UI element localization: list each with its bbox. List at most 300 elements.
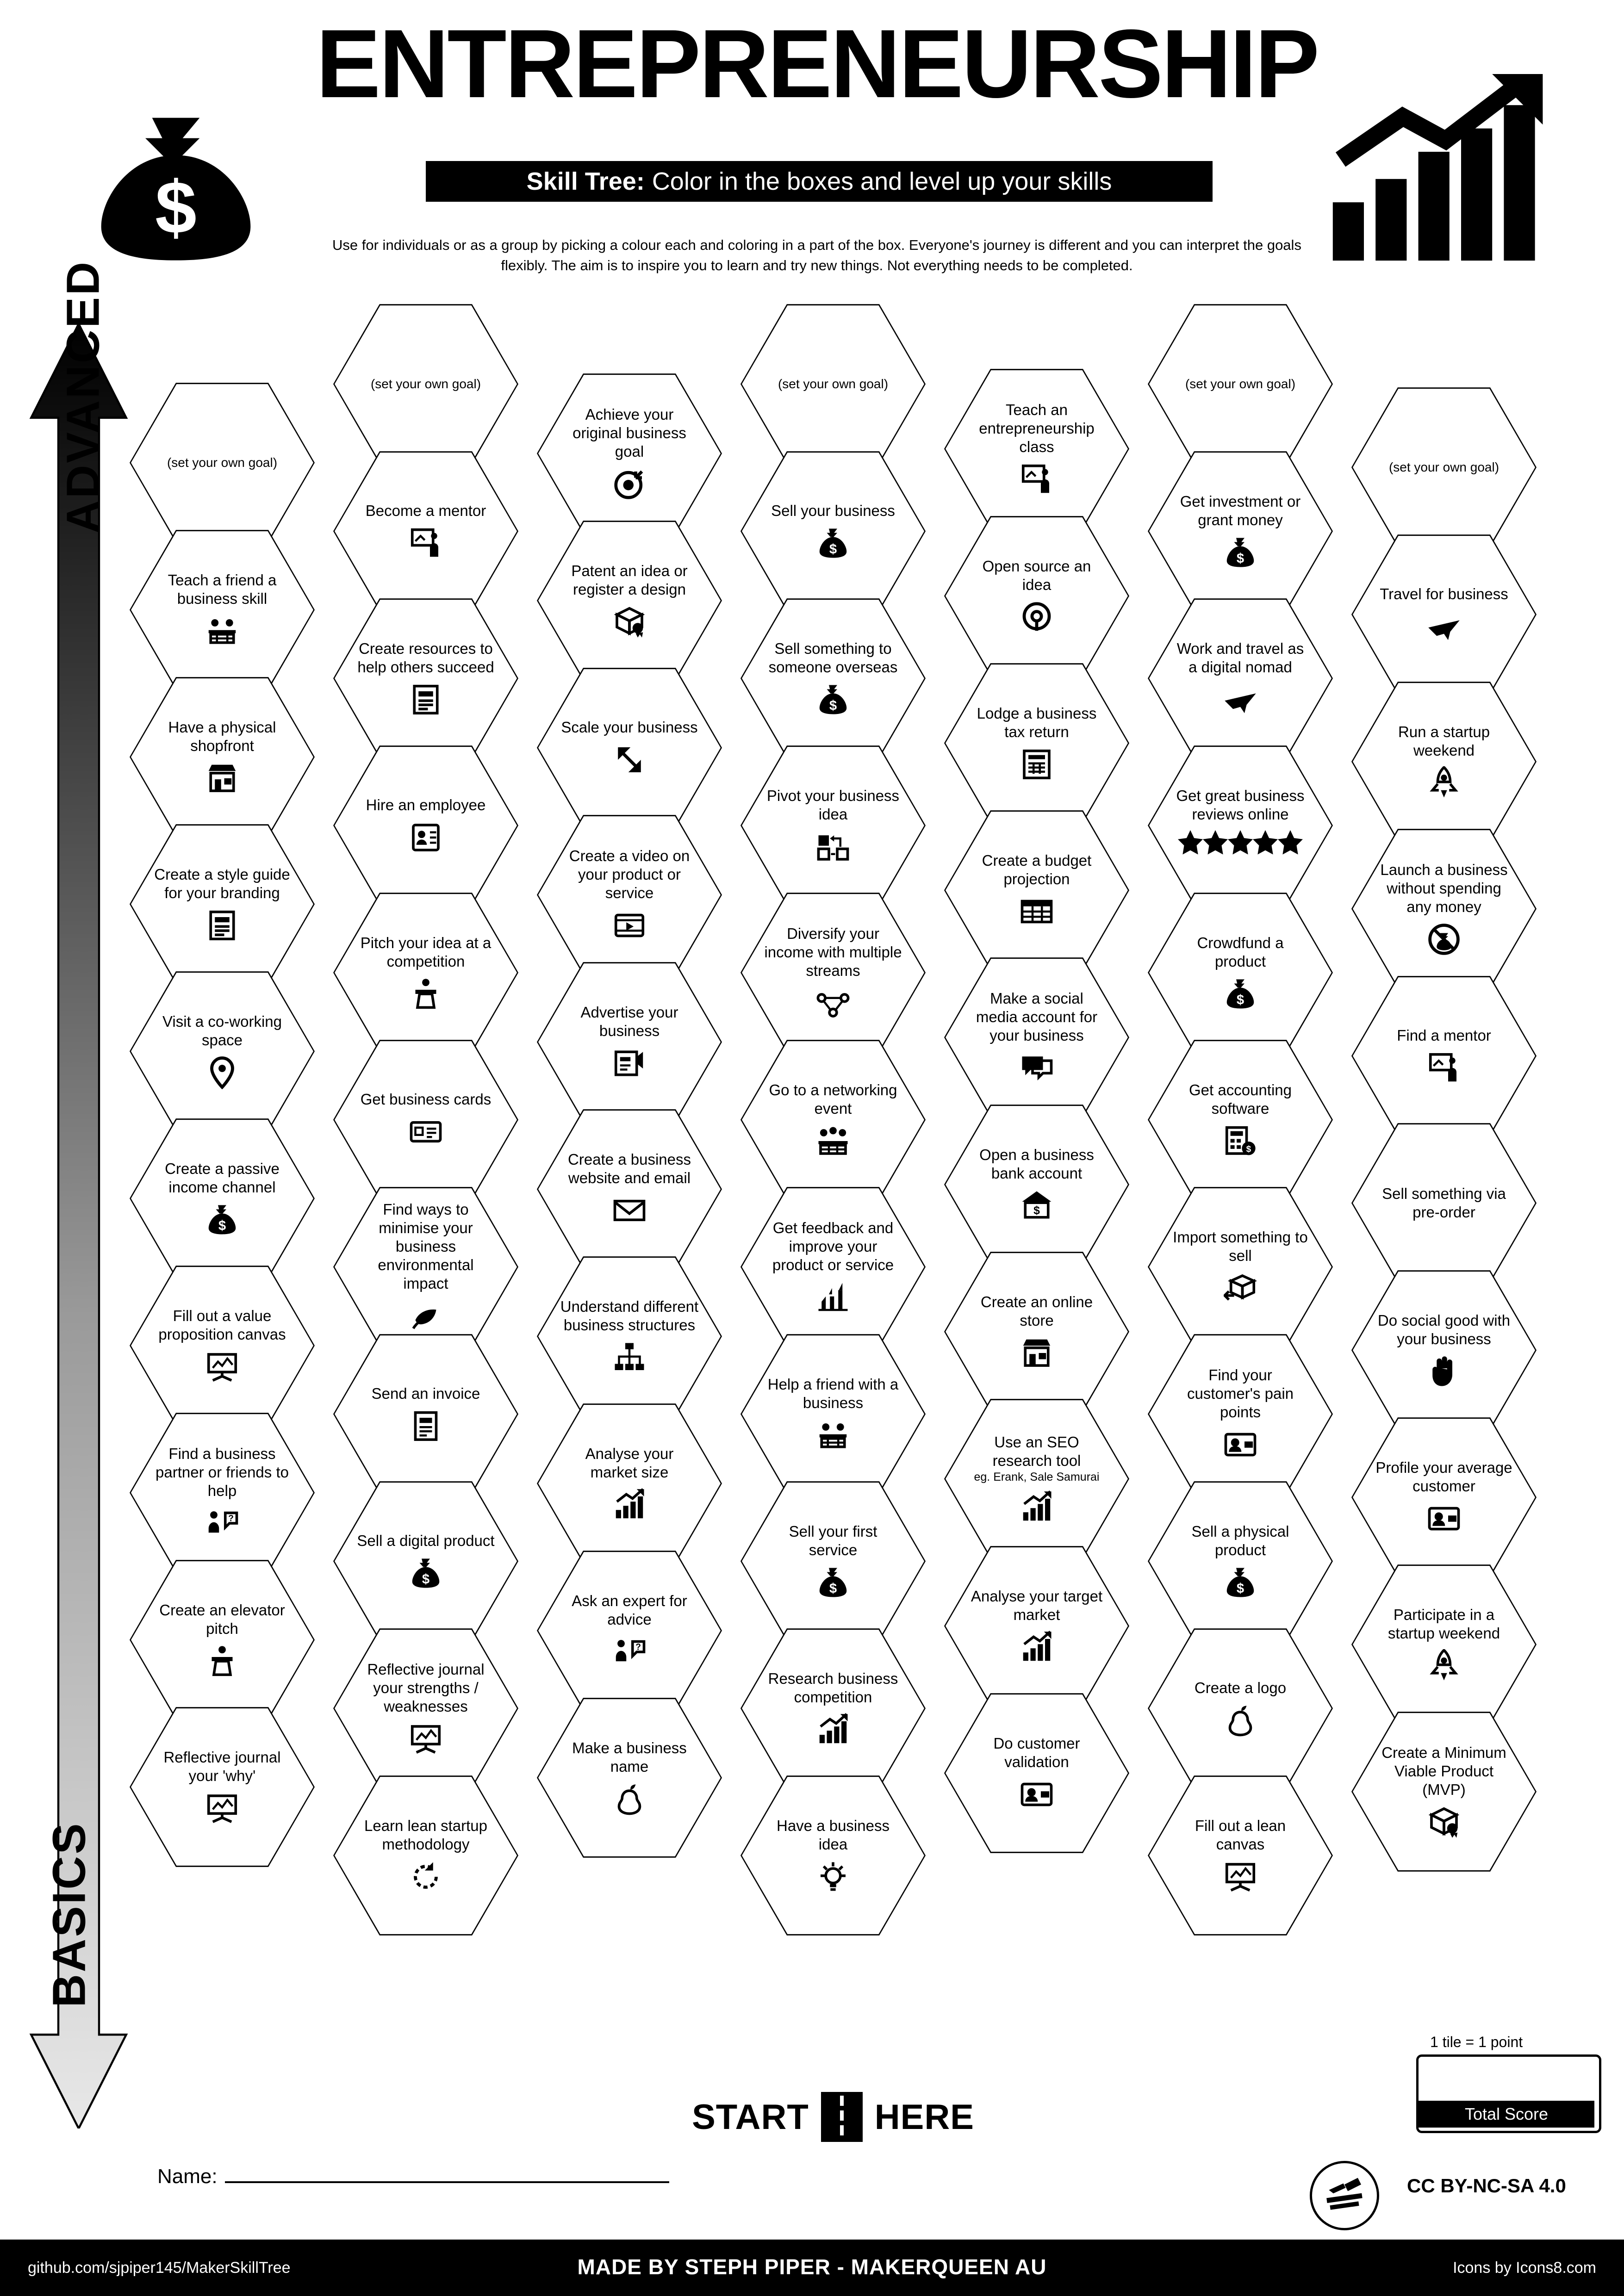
envelope-icon (613, 1193, 646, 1228)
skill-tile-content (1171, 934, 1310, 1011)
skill-tile-label: Use an SEO research tool (992, 1433, 1081, 1469)
skill-tile-content (560, 405, 699, 502)
skill-tile-content (560, 1739, 699, 1817)
license-label: CC BY-NC-SA 4.0 (1407, 2175, 1566, 2197)
skill-tile[interactable] (1148, 889, 1333, 1056)
skill-tile-label: Pitch your idea at a competition (360, 934, 492, 970)
skill-tile-content (356, 1384, 495, 1444)
skill-tile[interactable] (944, 1690, 1129, 1856)
skill-tile[interactable] (740, 1184, 926, 1350)
skill-tile-content (764, 1522, 902, 1600)
skill-tile[interactable] (944, 954, 1129, 1121)
skill-tile-label: Understand different business structures (560, 1298, 699, 1334)
skill-tile[interactable] (1148, 595, 1333, 762)
skill-tile-label: Create a logo (1194, 1679, 1287, 1696)
skill-tile[interactable] (944, 513, 1129, 679)
skill-tile[interactable] (1148, 742, 1333, 909)
skill-tile-content (967, 989, 1106, 1086)
skill-tile-label: Pivot your business idea (766, 787, 900, 823)
skill-tile[interactable] (130, 1409, 315, 1576)
goal-placeholder-label: (set your own goal) (1185, 377, 1296, 391)
skill-tile-content (1171, 787, 1310, 864)
skill-tile[interactable] (740, 1331, 926, 1497)
bar-chart-icon (1020, 1630, 1053, 1665)
money-bag-icon (1224, 976, 1257, 1011)
start-label: START (692, 2097, 809, 2137)
skill-tile-content (1375, 1185, 1513, 1222)
accounting-icon (1224, 1123, 1257, 1159)
skill-tile-label: Find ways to minimise your business environmental impact (378, 1201, 474, 1292)
rocket-icon (1427, 765, 1461, 800)
skill-tile-content (153, 1160, 292, 1237)
skill-tile-label: Get accounting software (1189, 1081, 1292, 1117)
skill-tile[interactable] (130, 968, 315, 1135)
money-bag-icon (205, 1202, 239, 1237)
skill-tile-content (967, 704, 1106, 782)
skill-tile[interactable] (1351, 825, 1537, 992)
axis-label-advanced: ADVANCED (57, 260, 109, 534)
hierarchy-icon (613, 1340, 646, 1375)
skill-tile[interactable] (537, 517, 722, 684)
creative-commons-icon (1310, 2161, 1379, 2230)
skill-tile[interactable] (944, 1543, 1129, 1709)
skill-tile-content (764, 1669, 902, 1747)
skill-tile[interactable] (537, 812, 722, 978)
skill-tile-label: Fill out a lean canvas (1195, 1817, 1286, 1853)
skill-tile[interactable] (740, 448, 926, 614)
goal-placeholder-label: (set your own goal) (778, 377, 889, 391)
money-bag-icon (1224, 535, 1257, 570)
skill-tile[interactable] (1351, 1561, 1537, 1728)
skill-tile[interactable] (333, 448, 518, 614)
person-question-icon (613, 1634, 646, 1669)
skill-tile-content (560, 1592, 699, 1669)
skill-tile-label: Hire an employee (366, 796, 486, 813)
pear-icon (613, 1781, 646, 1817)
skill-tile-content (764, 1817, 902, 1894)
svg-text:$: $ (1236, 1581, 1244, 1596)
skill-tile-label: Teach a friend a business skill (168, 571, 277, 607)
document-icon (409, 682, 442, 717)
skill-tile-content (1171, 639, 1310, 717)
skill-tile-label: Create a style guide for your branding (154, 866, 290, 901)
skill-tile-content (1171, 1366, 1310, 1462)
easel-icon (205, 1349, 239, 1384)
svg-text:$: $ (1236, 551, 1244, 566)
skill-tile[interactable] (1351, 1708, 1537, 1875)
skill-tile-label: Sell something via pre-order (1382, 1185, 1506, 1221)
skill-tile-content (356, 1817, 495, 1894)
skill-tile[interactable] (1148, 1772, 1333, 1939)
skill-tile-content (560, 718, 699, 777)
svg-text:$: $ (155, 166, 197, 249)
document-icon (205, 908, 239, 943)
video-icon (613, 908, 646, 943)
goal-placeholder-label: (set your own goal) (167, 455, 278, 470)
skill-tile[interactable] (944, 807, 1129, 974)
skill-tile-label: Make a business name (572, 1739, 687, 1775)
skill-tile-label: Launch a business without spending any money (1380, 861, 1508, 915)
certified-box-icon (1427, 1805, 1461, 1840)
skill-tile[interactable] (1148, 448, 1333, 614)
skill-tile-content (153, 1748, 292, 1826)
mentor-icon (1427, 1050, 1461, 1086)
shop-icon (205, 761, 239, 796)
skill-tile-label: Sell something to someone overseas (768, 640, 898, 676)
page-title: ENTREPRENEURSHIP (316, 9, 1318, 118)
skill-tile[interactable] (130, 1557, 315, 1723)
bank-icon (1020, 1188, 1053, 1223)
teach-people-icon (816, 1418, 850, 1453)
mentor-icon (409, 526, 442, 561)
skill-tile-label: Create a business website and email (568, 1151, 691, 1186)
skill-tile-label: Open a business bank account (979, 1146, 1094, 1182)
skill-tile[interactable] (740, 1036, 926, 1203)
author-credit: MADE BY STEPH PIPER - MAKERQUEEN AU (577, 2255, 1047, 2279)
refresh-icon (409, 1859, 442, 1894)
skill-tile[interactable] (944, 660, 1129, 826)
easel-icon (409, 1721, 442, 1756)
skill-tile-label: Teach an entrepreneurship class (979, 401, 1095, 455)
skill-tile-label: Work and travel as a digital nomad (1176, 640, 1304, 676)
skill-tile-label: Diversify your income with multiple streams (764, 925, 902, 979)
skill-tile-content (764, 639, 902, 717)
skill-tile-label: Create a Minimum Viable Product (MVP) (1381, 1744, 1506, 1798)
skill-tile-label: Create an online store (980, 1293, 1093, 1329)
skill-tile-label: Do customer validation (993, 1735, 1080, 1770)
skill-tile[interactable] (944, 1248, 1129, 1415)
pivot-boxes-icon (816, 829, 850, 864)
skill-tile-content (356, 1660, 495, 1756)
skill-tile-label: Create a video on your product or service (569, 847, 690, 901)
table-icon (1020, 894, 1053, 929)
skill-tile-label: Advertise your business (580, 1004, 678, 1039)
skill-tile-content (1171, 1817, 1310, 1894)
skill-tile-label: Reflective journal your 'why' (163, 1749, 281, 1784)
skill-tile-label: Sell a digital product (357, 1532, 495, 1549)
resize-arrow-icon (613, 742, 646, 777)
money-bag-icon (816, 682, 850, 717)
mentor-icon (1020, 462, 1053, 497)
import-box-icon (1224, 1271, 1257, 1306)
skill-tile-label: Do social good with your business (1377, 1312, 1511, 1347)
skill-tile-content (764, 1081, 902, 1159)
skill-tile[interactable] (944, 366, 1129, 532)
bar-chart-icon (816, 1712, 850, 1747)
skill-tile[interactable] (537, 664, 722, 831)
skill-tile[interactable] (740, 595, 926, 762)
pear-icon (1224, 1703, 1257, 1738)
business-card-icon (409, 1114, 442, 1149)
open-source-icon (1020, 600, 1053, 635)
skill-tile-content (356, 639, 495, 717)
skill-tile[interactable] (333, 595, 518, 762)
skill-tile-label: Sell your business (771, 502, 895, 519)
start-here-marker (662, 2091, 1004, 2142)
chat-icon (1020, 1050, 1053, 1086)
money-bag-icon (816, 1565, 850, 1600)
easel-icon (205, 1791, 239, 1826)
skill-tile[interactable] (333, 1625, 518, 1792)
skill-tile[interactable] (944, 1396, 1129, 1562)
plane-icon (1224, 682, 1257, 717)
skill-tile[interactable] (1148, 301, 1333, 467)
skill-tile-content (153, 1445, 292, 1541)
name-input-line[interactable] (225, 2161, 669, 2183)
skill-tile[interactable] (1148, 1036, 1333, 1203)
skill-tile-label: Create resources to help others succeed (357, 640, 494, 676)
skill-tile[interactable] (333, 889, 518, 1056)
skill-tile-content (764, 1219, 902, 1315)
skill-tile[interactable] (1351, 384, 1537, 551)
skill-tile[interactable] (1351, 531, 1537, 698)
skill-tile-content (560, 1297, 699, 1375)
skill-tile-label: Reflective journal your strengths / weaknesses (367, 1661, 485, 1715)
skill-tile-label: Make a social media account for your business (976, 990, 1098, 1044)
skill-tile-content (1375, 1458, 1513, 1536)
skill-tile[interactable] (1351, 973, 1537, 1139)
skill-tile-content (1171, 1081, 1310, 1159)
skill-tile-content (764, 502, 902, 561)
skill-tile-label: Travel for business (1380, 585, 1508, 602)
no-money-icon (1427, 922, 1461, 957)
skill-tile[interactable] (537, 1400, 722, 1567)
skill-tile[interactable] (1148, 1625, 1333, 1792)
id-badge-icon (409, 820, 442, 855)
name-label: Name: (157, 2165, 218, 2188)
teach-people-icon (205, 614, 239, 649)
skill-tile[interactable] (537, 1694, 722, 1861)
skill-tile-content (967, 1587, 1106, 1665)
repo-link[interactable]: github.com/sjpiper145/MakerSkillTree (28, 2259, 291, 2277)
skill-tile[interactable] (537, 1106, 722, 1272)
skill-tile-label: Patent an idea or register a design (571, 562, 688, 598)
skill-tile[interactable] (740, 1772, 926, 1939)
skill-tile-label: Analyse your target market (971, 1588, 1103, 1623)
skill-tile[interactable] (130, 527, 315, 693)
skill-tile-content (1375, 1744, 1513, 1840)
skill-tile-label: Create an elevator pitch (159, 1601, 285, 1637)
target-icon (613, 466, 646, 502)
svg-text:$: $ (218, 1218, 226, 1234)
skill-tile-content (153, 718, 292, 796)
skill-tile-content (764, 925, 902, 1021)
skill-tile[interactable] (130, 674, 315, 840)
subtitle-rest: Color in the boxes and level up your skills (652, 168, 1112, 195)
skill-tile[interactable] (130, 1704, 315, 1870)
skill-tile[interactable] (333, 1478, 518, 1644)
skill-tile-content (967, 1146, 1106, 1223)
skill-tile[interactable] (537, 370, 722, 537)
shop-icon (1020, 1335, 1053, 1371)
skill-tile-label: Become a mentor (365, 502, 486, 519)
skill-tile-content (153, 1601, 292, 1679)
skill-tile[interactable] (130, 1262, 315, 1429)
total-score-label: Total Score (1419, 2101, 1594, 2128)
skill-tile-content (1171, 1679, 1310, 1738)
skill-tile[interactable] (333, 742, 518, 909)
customer-card-icon (1427, 1501, 1461, 1536)
money-bag-icon (1224, 1565, 1257, 1600)
skill-tile-content (967, 401, 1106, 497)
money-bag-icon (409, 1556, 442, 1591)
skill-tile-label: Open source an idea (982, 558, 1091, 593)
svg-text:$: $ (1033, 1204, 1040, 1217)
skill-tile-label: Find a business partner or friends to help (156, 1445, 289, 1499)
skill-tile-content (153, 571, 292, 649)
skill-tile-content (1375, 861, 1513, 957)
skill-tile-content (967, 557, 1106, 635)
skill-tile-label: Learn lean startup methodology (364, 1817, 487, 1853)
skill-tile[interactable] (333, 1331, 518, 1497)
skill-tile-label: Find a mentor (1397, 1027, 1491, 1044)
skill-tile-content (1375, 1311, 1513, 1389)
podium-icon (409, 976, 442, 1011)
svg-text:$: $ (422, 1572, 430, 1587)
skill-tile-content (764, 1375, 902, 1453)
skill-tile-label: Analyse your market size (585, 1445, 674, 1481)
skill-tile-label: Sell your first service (789, 1523, 877, 1558)
page-description: Use for individuals or as a group by picking a colour each and coloring in a part of the box. Everyone's journey is different and you can interpret the goals flexibly. The aim is to inspire you to learn and try new things. Not everything needs to be completed. (332, 237, 1301, 273)
skill-tile[interactable] (537, 959, 722, 1125)
skill-tile-label: Help a friend with a business (767, 1376, 899, 1411)
skill-tile-label: Run a startup weekend (1398, 723, 1490, 759)
here-label: HERE (874, 2097, 974, 2137)
skill-tile[interactable] (1148, 1331, 1333, 1497)
skill-tile[interactable] (1351, 678, 1537, 845)
skill-tile[interactable] (944, 1101, 1129, 1268)
skill-tile[interactable] (333, 1772, 518, 1939)
skill-tile-content (1375, 723, 1513, 800)
plane-icon (1427, 609, 1461, 644)
svg-text:?: ? (228, 1514, 234, 1524)
svg-text:?: ? (635, 1642, 641, 1652)
skill-tile-label: Create a budget projection (982, 852, 1092, 887)
skill-tile[interactable] (1148, 1184, 1333, 1350)
svg-text:$: $ (829, 542, 837, 557)
skill-tile-label: Scale your business (561, 719, 698, 736)
skill-tile-label: Get great business reviews online (1176, 787, 1305, 823)
skill-tile-content (967, 1734, 1106, 1812)
skill-tile[interactable] (333, 1036, 518, 1203)
skill-tile-content (153, 1307, 292, 1384)
skill-tile[interactable] (130, 1115, 315, 1282)
skill-tile[interactable] (740, 1625, 926, 1792)
skill-tile-content (1171, 1522, 1310, 1600)
skill-tile-label: Get feedback and improve your product or service (772, 1219, 894, 1273)
icons-credit: Icons by Icons8.com (1453, 2259, 1596, 2277)
skill-tile-label: Get investment or grant money (1180, 493, 1301, 528)
skill-tile[interactable] (537, 1547, 722, 1714)
road-icon (821, 2092, 863, 2142)
axis-label-basics: BASICS (43, 1821, 95, 2008)
skill-tile-content (153, 865, 292, 943)
skill-tile-label: Create a passive income channel (165, 1160, 280, 1196)
skill-tile-content (560, 1445, 699, 1522)
skill-tile-label: Find your customer's pain points (1187, 1366, 1294, 1421)
name-field[interactable] (157, 2161, 669, 2188)
network-icon (816, 986, 850, 1021)
ad-document-icon (613, 1046, 646, 1081)
stars-icon (1178, 829, 1303, 864)
podium-icon (205, 1644, 239, 1679)
skill-tile-label: Sell a physical product (1191, 1523, 1289, 1558)
svg-text:$: $ (1246, 1144, 1251, 1154)
easel-icon (1224, 1859, 1257, 1894)
skill-tile-content (560, 562, 699, 639)
skill-tile[interactable] (740, 742, 926, 909)
skill-tile-label: Import something to sell (1173, 1229, 1308, 1264)
certified-box-icon (613, 604, 646, 639)
skill-tile[interactable] (1351, 1267, 1537, 1433)
svg-text:$: $ (829, 1581, 837, 1596)
skill-tile[interactable] (740, 889, 926, 1056)
skill-tile-content (1375, 585, 1513, 644)
invoice-icon (409, 1409, 442, 1444)
skill-tile-label: Go to a networking event (769, 1081, 897, 1117)
skill-tile-content (764, 787, 902, 864)
subtitle-strong: Skill Tree: (526, 168, 645, 195)
skill-tile-label: Lodge a business tax return (977, 705, 1097, 740)
skill-tile-sublabel: eg. Erank, Sale Samurai (974, 1471, 1100, 1483)
skill-tile-content (1171, 492, 1310, 570)
skill-tile[interactable] (740, 1478, 926, 1644)
skill-tile-content (356, 796, 495, 855)
skill-tile-content (1375, 1606, 1513, 1683)
skill-tile-content (356, 1200, 495, 1334)
skill-tile-label: Achieve your original business goal (572, 406, 686, 460)
customer-card-icon (1020, 1777, 1053, 1812)
skill-tile-label: Have a business idea (777, 1817, 890, 1853)
skill-tile[interactable] (1351, 1120, 1537, 1286)
location-pin-icon (205, 1055, 239, 1090)
svg-text:$: $ (1236, 993, 1244, 1008)
skill-tile[interactable] (130, 379, 315, 546)
money-bag-icon (816, 526, 850, 561)
skill-tile[interactable] (130, 821, 315, 987)
skill-tile[interactable] (537, 1253, 722, 1420)
skill-tile-content (967, 851, 1106, 929)
form-icon (1020, 747, 1053, 782)
skill-tile-label: Fill out a value proposition canvas (158, 1307, 286, 1343)
skill-tile-label: Profile your average customer (1375, 1459, 1512, 1495)
skill-tile-content (967, 1433, 1106, 1525)
skill-tile[interactable] (333, 1184, 518, 1350)
growth-arrows-icon (816, 1280, 850, 1315)
skill-tile[interactable] (740, 301, 926, 467)
skill-tile-content (967, 1293, 1106, 1371)
bar-chart-icon (613, 1487, 646, 1522)
goal-placeholder-label: (set your own goal) (1388, 460, 1500, 474)
skill-tile-content (560, 1003, 699, 1081)
person-question-icon (205, 1506, 239, 1541)
skill-tile-content (356, 502, 495, 561)
skill-tile[interactable] (333, 301, 518, 467)
skill-tile-label: Visit a co-working space (162, 1013, 282, 1049)
goal-placeholder-label: (set your own goal) (370, 377, 481, 391)
skill-tile-content (1171, 1228, 1310, 1306)
skill-tile-content (356, 1090, 495, 1149)
skill-tile-label: Get business cards (360, 1091, 492, 1108)
lightbulb-icon (816, 1859, 850, 1894)
skill-tile-label: Crowdfund a product (1197, 934, 1284, 970)
skill-tile[interactable] (1148, 1478, 1333, 1644)
people-group-icon (816, 1123, 850, 1159)
eco-footprint-icon (409, 1298, 442, 1334)
skill-tile-label: Ask an expert for advice (572, 1592, 687, 1628)
bottom-bar (0, 2240, 1624, 2296)
skill-tile[interactable] (1351, 1414, 1537, 1581)
